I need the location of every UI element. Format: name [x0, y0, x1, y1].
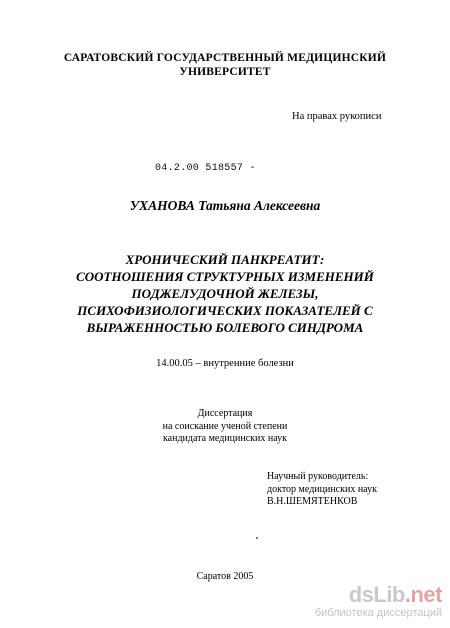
scientific-advisor [267, 471, 377, 509]
university-line-2: УНИВЕРСИТЕТ [179, 66, 271, 78]
watermark-logo [349, 582, 442, 608]
scan-speck [256, 537, 258, 539]
degree-line-1: Диссертация [197, 408, 253, 419]
city-and-year: Саратов 2005 [196, 571, 254, 582]
registration-stamp-number: 04.2.00 518557 - [155, 163, 256, 174]
title-line-4: ПСИХОФИЗИОЛОГИЧЕСКИХ ПОКАЗАТЕЛЕЙ С [77, 303, 373, 318]
dslib-watermark [314, 582, 442, 622]
advisor-line-1: Научный руководитель: [267, 471, 369, 482]
title-line-3: ПОДЖЕЛУДОЧНОЙ ЖЕЛЕЗЫ, [131, 286, 319, 301]
manuscript-rights-note: На правах рукописи [292, 111, 382, 122]
degree-statement [0, 408, 450, 446]
dissertation-title [0, 251, 450, 336]
advisor-line-3: В.Н.ШЕМЯТЕНКОВ [267, 496, 358, 507]
title-line-5: ВЫРАЖЕННОСТЬЮ БОЛЕВОГО СИНДРОМА [86, 320, 364, 335]
watermark-logo-accent: .net [404, 582, 442, 607]
watermark-subtitle: библиотека диссертаций [314, 607, 442, 619]
degree-line-3: кандидата медицинских наук [162, 433, 288, 444]
title-line-2: СООТНОШЕНИЯ СТРУКТУРНЫХ ИЗМЕНЕНИЙ [76, 269, 374, 284]
title-line-1: ХРОНИЧЕСКИЙ ПАНКРЕАТИТ: [125, 252, 325, 267]
university-name [0, 51, 450, 79]
degree-line-2: на соискание ученой степени [162, 420, 288, 432]
university-line-1: САРАТОВСКИЙ ГОСУДАРСТВЕННЫЙ МЕДИЦИНСКИЙ [63, 52, 387, 64]
watermark-logo-main: dsLib [348, 582, 405, 607]
specialty-code: 14.00.05 – внутренние болезни [156, 358, 294, 369]
advisor-line-2: доктор медицинских наук [267, 483, 377, 495]
author-name: УХАНОВА Татьяна Алексеевна [129, 198, 321, 213]
